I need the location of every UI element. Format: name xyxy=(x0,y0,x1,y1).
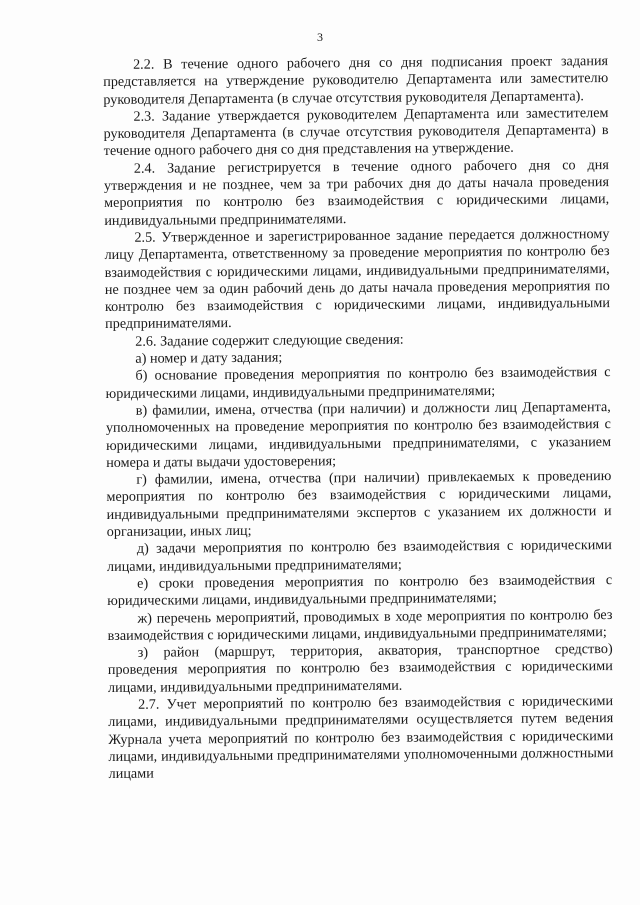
list-item-zh: ж) перечень мероприятий, проводимых в ходе мероприятия по контролю без взаимодействия с юридическими лицами, индивидуальными предпринимателями; xyxy=(107,606,613,644)
list-item-g: г) фамилии, имена, отчества (при наличии) привлекаемых к проведению мероприятия по контролю без взаимодействия с юридическими лицами, индивидуальными предпринимателями экспертов с указанием их должности и организации, иных лиц; xyxy=(106,468,612,541)
list-item-v: в) фамилии, имена, отчества (при наличии) и должности лиц Департамента, уполномоченных на проведение мероприятия по контролю без взаимодействия с юридическими лицами, индивидуальными предпринимателями, с указанием номера и даты выдачи удостоверения; xyxy=(105,398,612,471)
paragraph-2-2: 2.2. В течение одного рабочего дня со дня подписания проект задания представляется на утверждение руководителю Департамента или заместителю руководителя Департамента (в случае отсутствия руководителя Департамента). xyxy=(103,53,609,108)
paragraph-2-6: 2.6. Задание содержит следующие сведения: xyxy=(135,331,404,350)
list-item-b: б) основание проведения мероприятия по контролю без взаимодействия с юридическими лицами, индивидуальными предпринимателями; xyxy=(105,364,611,402)
list-item-a: а) номер и дату задания; xyxy=(135,349,283,367)
paragraph-2-4: 2.4. Задание регистрируется в течение одного рабочего дня со дня утверждения и не позднее, чем за три рабочих дня до даты начала проведения мероприятия по контролю без взаимодействия с юридическими лицами, индивидуальными предпринимателями. xyxy=(103,156,610,229)
paragraph-2-5: 2.5. Утвержденное и зарегистрированное задание передается должностному лицу Департамента, ответственному за проведение мероприятия по контролю без взаимодействия с юридическими лицами, индивидуальными предпринимателями, не позднее чем за один рабочий день до даты начала проведения мероприятия по контролю без взаимодействия с юридическими лицами, индивидуальными предпринимателями. xyxy=(104,225,611,333)
document-body xyxy=(103,53,614,783)
paragraph-2-7: 2.7. Учет мероприятий по контролю без взаимодействия с юридическими лицами, индивидуальными предпринимателями осуществляется путем ведения Журнала учета мероприятий по контролю без взаимодействия с юридическими лицами, индивидуальными предпринимателями уполномоченными должностными лицами xyxy=(108,692,614,783)
paragraph-2-3: 2.3. Задание утверждается руководителем Департамента или заместителем руководителя Департамента (в случае отсутствия руководителя Департамента) в течение одного рабочего дня со дня представления на утверждение. xyxy=(103,104,609,160)
list-item-e: е) сроки проведения мероприятия по контролю без взаимодействия с юридическими лицами, индивидуальными предпринимателями; xyxy=(107,571,613,610)
page-number: 3 xyxy=(317,30,323,44)
list-item-z: з) район (маршрут, территория, акватория, транспортное средство) проведения мероприятия по контролю без взаимодействия с юридическими лицами, индивидуальными предпринимателями. xyxy=(107,641,613,696)
list-item-d: д) задачи мероприятия по контролю без взаимодействия с юридическими лицами, индивидуальными предпринимателями; xyxy=(106,537,612,575)
